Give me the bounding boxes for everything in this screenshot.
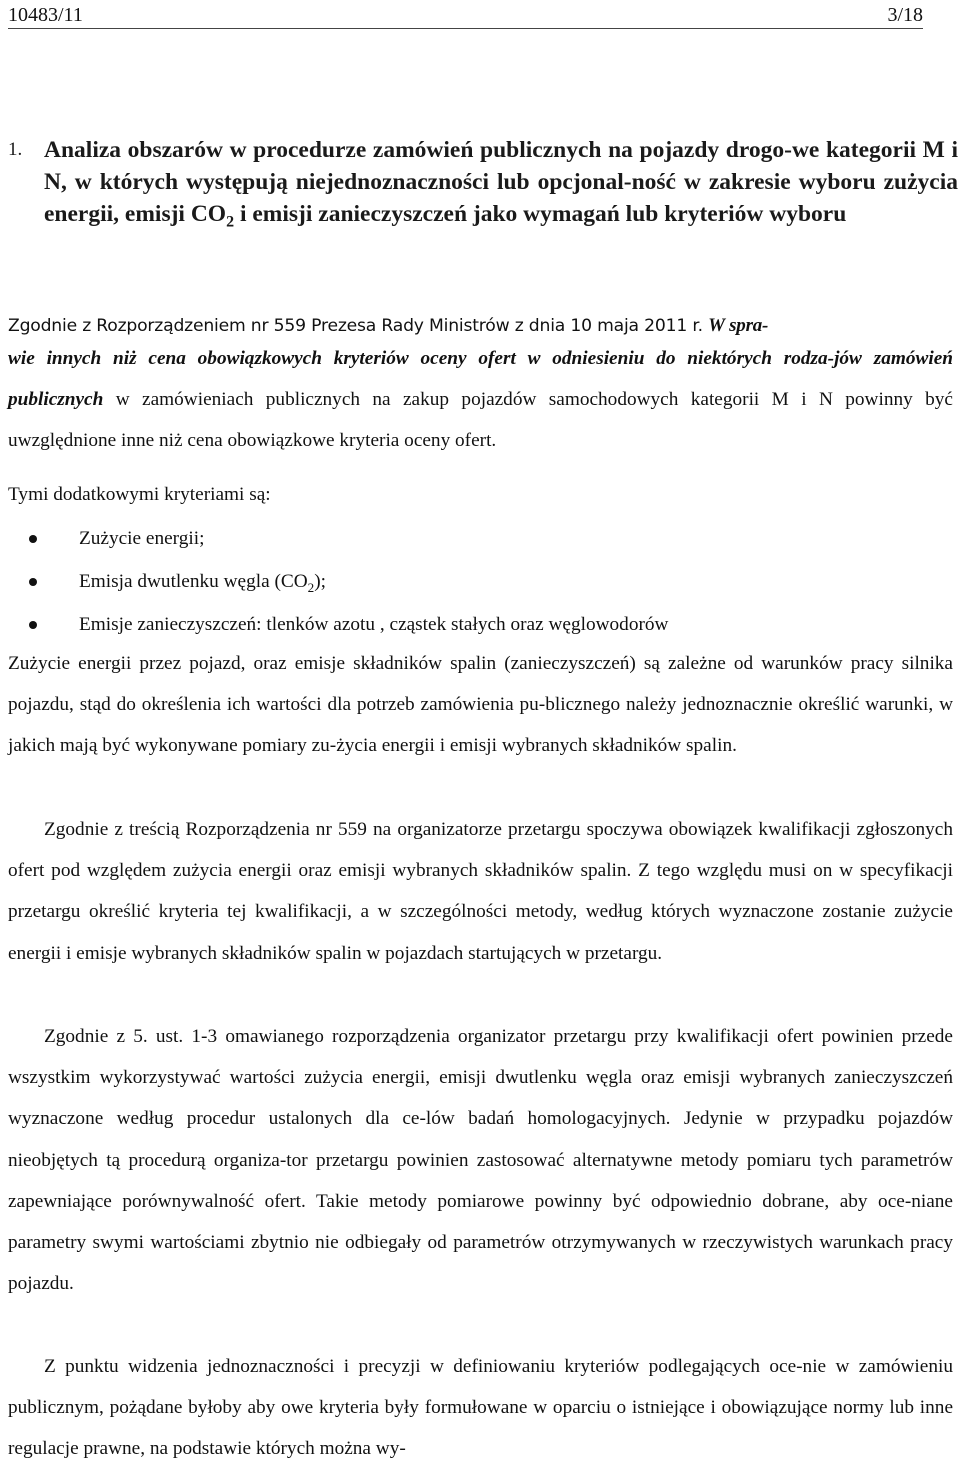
section-title-part1: Analiza obszarów w procedurze zamówień publicznych na pojazdy drogo-we kategorii M i N, w których występują niejednoznaczności lub opcjonal-ność w zakresie wyboru zużycia energii, emisji CO	[44, 137, 958, 227]
paragraph-additional-criteria: Tymi dodatkowymi kryteriami są:	[8, 484, 271, 505]
section-title-co2-subscript: 2	[226, 213, 235, 231]
section-heading	[8, 134, 958, 230]
bullet-icon	[29, 621, 37, 629]
section-number: 1.	[8, 139, 23, 160]
list-item-energy: Zużycie energii;	[79, 528, 205, 549]
list-item-co2-subscript: 2	[307, 579, 315, 595]
paragraph-criteria-rest: w zamówieniach publicznych na zakup pojazdów samochodowych kategorii M i N powinny być uwzględnione inne niż cena obowiązkowe kryteria oceny ofert.	[8, 389, 953, 452]
list-item-co2-part1: Emisja dwutlenku węgla (CO	[79, 571, 308, 592]
page-number: 3/18	[887, 4, 923, 26]
criteria-list	[8, 517, 948, 646]
document-number: 10483/11	[8, 4, 83, 26]
list-item-pollutants: Emisje zanieczyszczeń: tlenków azotu , cząstek stałych oraz węglowodorów	[79, 614, 669, 635]
paragraph-regulation-559: Zgodnie z treścią Rozporządzenia nr 559 na organizatorze przetargu spoczywa obowiązek kwalifikacji zgłoszonych ofert pod względem zużycia energii oraz emisji wybranych składników spalin. Z tego względu musi on w specyfikacji przetargu określić kryteria tej kwalifikacji, a w szczególności metody, według których wyznaczone zostanie zużycie energii i emisje wybranych składników spalin w pojazdach startujących w przetargu.	[8, 819, 953, 964]
paragraph-criteria-intro	[8, 338, 953, 462]
list-item	[8, 560, 948, 603]
lead-plain-text: Zgodnie z Rozporządzeniem nr 559 Prezesa Rady Ministrów z dnia 10 maja 2011 r.	[8, 316, 709, 336]
lead-italic-text: W spra-	[708, 315, 769, 336]
bullet-icon	[29, 535, 37, 543]
section-title-part2: i emisji zanieczyszczeń jako wymagań lub kryteriów wyboru	[234, 201, 847, 227]
paragraph-italic-regulation-title: wie innych niż cena obowiązkowych kryteriów oceny ofert w odniesieniu do niektórych rodza-jów zamówień publicznych	[8, 348, 953, 411]
bullet-icon	[29, 578, 37, 586]
paragraph-homologation: Zgodnie z 5. ust. 1-3 omawianego rozporządzenia organizator przetargu przy kwalifikacji ofert powinien przede wszystkim wykorzystywać wartości zużycia energii, emisji dwutlenku węgla oraz emisji wybranych zanieczyszczeń wyznaczone według procedur ustalonych dla ce-lów badań homologacyjnych. Jedynie w przypadku pojazdów nieobjętych tą procedurą organiza-tor przetargu powinien zastosować alternatywne metody pomiaru tych parametrów zapewniające porównywalność ofert. Takie metody pomiarowe powinny być odpowiednio dobrane, aby oce-niane parametry swymi wartościami zbytnio nie odbiegały od parametrów otrzymywanych w rzeczywistych warunkach pracy pojazdu.	[8, 1026, 953, 1295]
paragraph-energy-consumption: Zużycie energii przez pojazd, oraz emisje składników spalin (zanieczyszczeń) są zależne od warunków pracy silnika pojazdu, stąd do określenia ich wartości dla potrzeb zamówienia pu-blicznego należy jednoznacznie określić warunki, w jakich mają być wykonywane pomiary zu-życia energii i emisji wybranych składników spalin.	[8, 653, 953, 757]
list-item	[8, 603, 948, 646]
list-item	[8, 517, 948, 560]
paragraph-precision: Z punktu widzenia jednoznaczności i precyzji w definiowaniu kryteriów podlegających oce-nie w zamówieniu publicznym, pożądane byłoby aby owe kryteria były formułowane w oparciu o istniejące i obowiązujące normy lub inne regulacje prawne, na podstawie których można wy-	[8, 1356, 953, 1460]
list-item-co2-part2: );	[314, 571, 326, 592]
page-header	[8, 2, 923, 29]
section-title	[44, 134, 958, 230]
